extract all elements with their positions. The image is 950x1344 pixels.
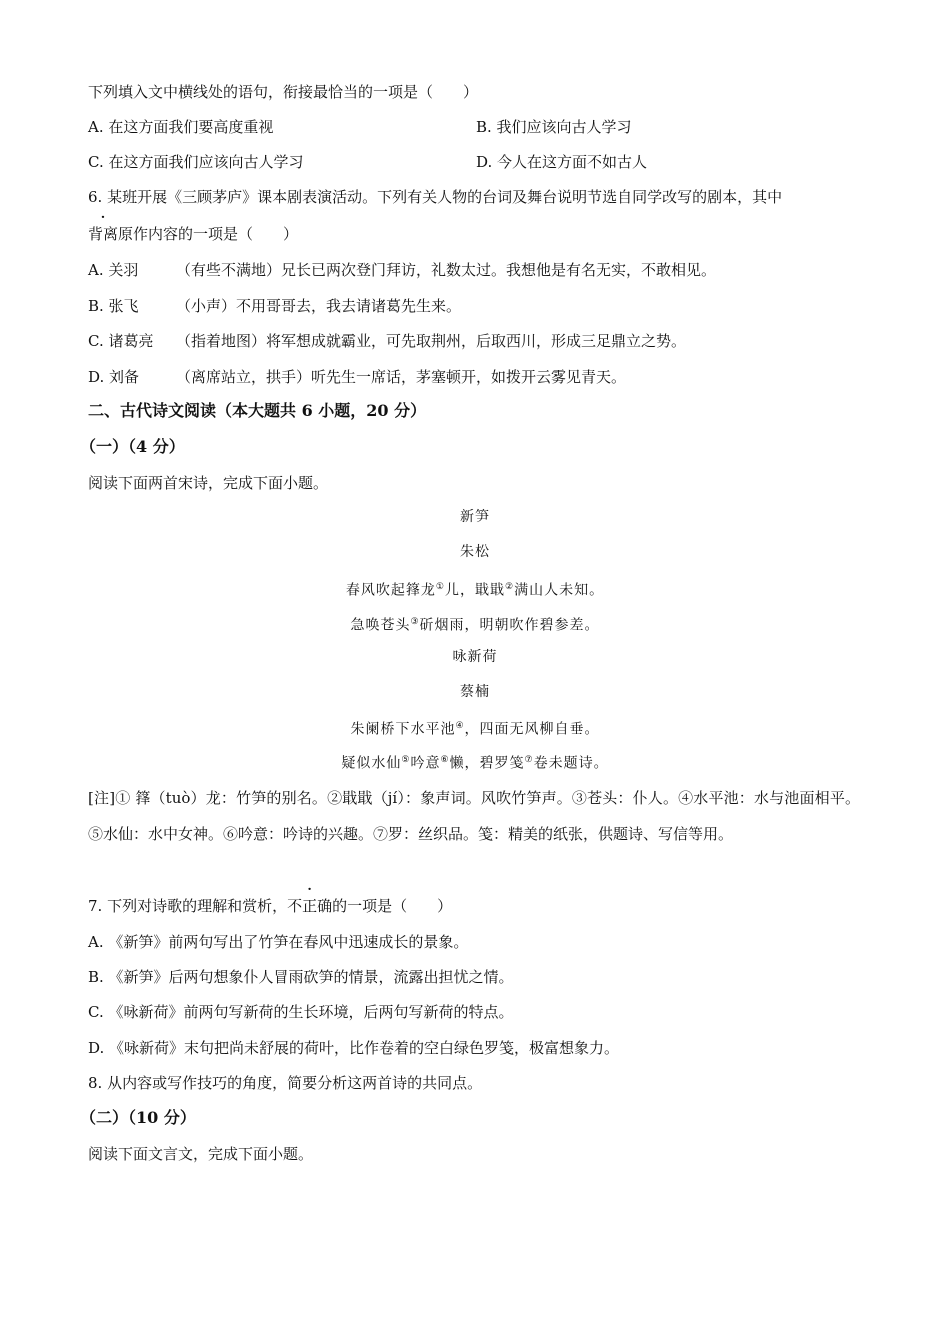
part2-title: （二）（10 分） — [80, 1108, 196, 1127]
poem2-line1: 朱阑桥下水平池④，四面无风柳自垂。 — [350, 721, 600, 738]
q6-stem-line1: 6. 某班开展《三顾茅庐》课本剧表演活动。下列有关人物的台词及舞台说明节选自同学改写的剧本，其中 — [88, 188, 783, 206]
poem2-line2: 疑似水仙⑤吟意⑥懒，碧罗笺⑦卷未题诗。 — [341, 755, 609, 772]
q7-option-b: B. 《新笋》后两句想象仆人冒雨砍笋的情景，流露出担忧之情。 — [88, 968, 514, 986]
q6-option-b — [88, 296, 461, 316]
option-text: （有些不满地）兄长已两次登门拜访，礼数太过。我想他是有名无实，不敢相见。 — [176, 261, 717, 279]
q5-option-a: A. 在这方面我们要高度重视 — [88, 118, 274, 136]
option-label: B. 张飞 — [88, 297, 139, 315]
q6-stem-line2 — [88, 224, 298, 244]
q7-option-c: C. 《咏新荷》前两句写新荷的生长环境，后两句写新荷的特点。 — [88, 1003, 514, 1021]
poem1-author: 朱松 — [460, 544, 490, 560]
poem2-title: 咏新荷 — [452, 649, 498, 665]
part1-intro: 阅读下面两首宋诗，完成下面小题。 — [88, 474, 329, 492]
part1-title: （一）（4 分） — [80, 437, 185, 456]
q7-emphasis: 不正确 — [287, 897, 333, 915]
q5-option-b: B. 我们应该向古人学习 — [476, 118, 632, 136]
q5-option-d: D. 今人在这方面不如古人 — [476, 153, 648, 171]
annotation-notes: [注]① 箨（tuò）龙：竹笋的别名。②戢戢（jí）：象声词。风吹竹笋声。③苍头：仆人。④水平池：水与池面相平。⑤水仙：水中女神。⑥吟意：吟诗的兴趣。⑦罗：丝织品。笺：精美的纸张，供题诗、写信等用。 — [88, 789, 860, 843]
q5-option-c: C. 在这方面我们应该向古人学习 — [88, 153, 304, 171]
option-text: （小声）不用哥哥去，我去请诸葛先生来。 — [176, 297, 462, 315]
poem1-line1: 春风吹起箨龙①儿，戢戢②满山人未知。 — [345, 582, 605, 599]
option-text: （指着地图）将军想成就霸业，可先取荆州，后取西川，形成三足鼎立之势。 — [176, 332, 687, 350]
option-label: C. 诸葛亮 — [88, 332, 154, 350]
q6-emphasis: 背离 — [88, 225, 119, 243]
q6-option-a — [88, 260, 716, 280]
q7-option-a: A. 《新笋》前两句写出了竹笋在春风中迅速成长的景象。 — [88, 933, 469, 951]
q6-option-c — [88, 331, 686, 351]
section-title: 二、古代诗文阅读（本大题共 6 小题，20 分） — [88, 401, 427, 420]
q5-stem: 下列填入文中横线处的语句，衔接最恰当的一项是（ ） — [88, 83, 479, 101]
q7-option-d: D. 《咏新荷》末句把尚未舒展的荷叶，比作卷着的空白绿色罗笺，极富想象力。 — [88, 1039, 620, 1057]
part2-intro: 阅读下面文言文，完成下面小题。 — [88, 1145, 314, 1163]
q7-stem: 7. 下列对诗歌的理解和赏析，不正确的一项是（ ） — [88, 897, 453, 915]
poem1-title: 新笋 — [460, 509, 490, 525]
option-label: A. 关羽 — [88, 261, 139, 279]
q6-option-d — [88, 367, 626, 387]
poem1-line2: 急唤苍头③斫烟雨，明朝吹作碧参差。 — [350, 617, 600, 634]
option-label: D. 刘备 — [88, 368, 140, 386]
q6-stem-rest: 原作内容的一项是（ ） — [118, 225, 299, 243]
q8-stem: 8. 从内容或写作技巧的角度，简要分析这两首诗的共同点。 — [88, 1074, 483, 1092]
poem2-author: 蔡楠 — [460, 684, 490, 700]
option-text: （离席站立，拱手）听先生一席话，茅塞顿开，如拨开云雾见青天。 — [176, 368, 627, 386]
